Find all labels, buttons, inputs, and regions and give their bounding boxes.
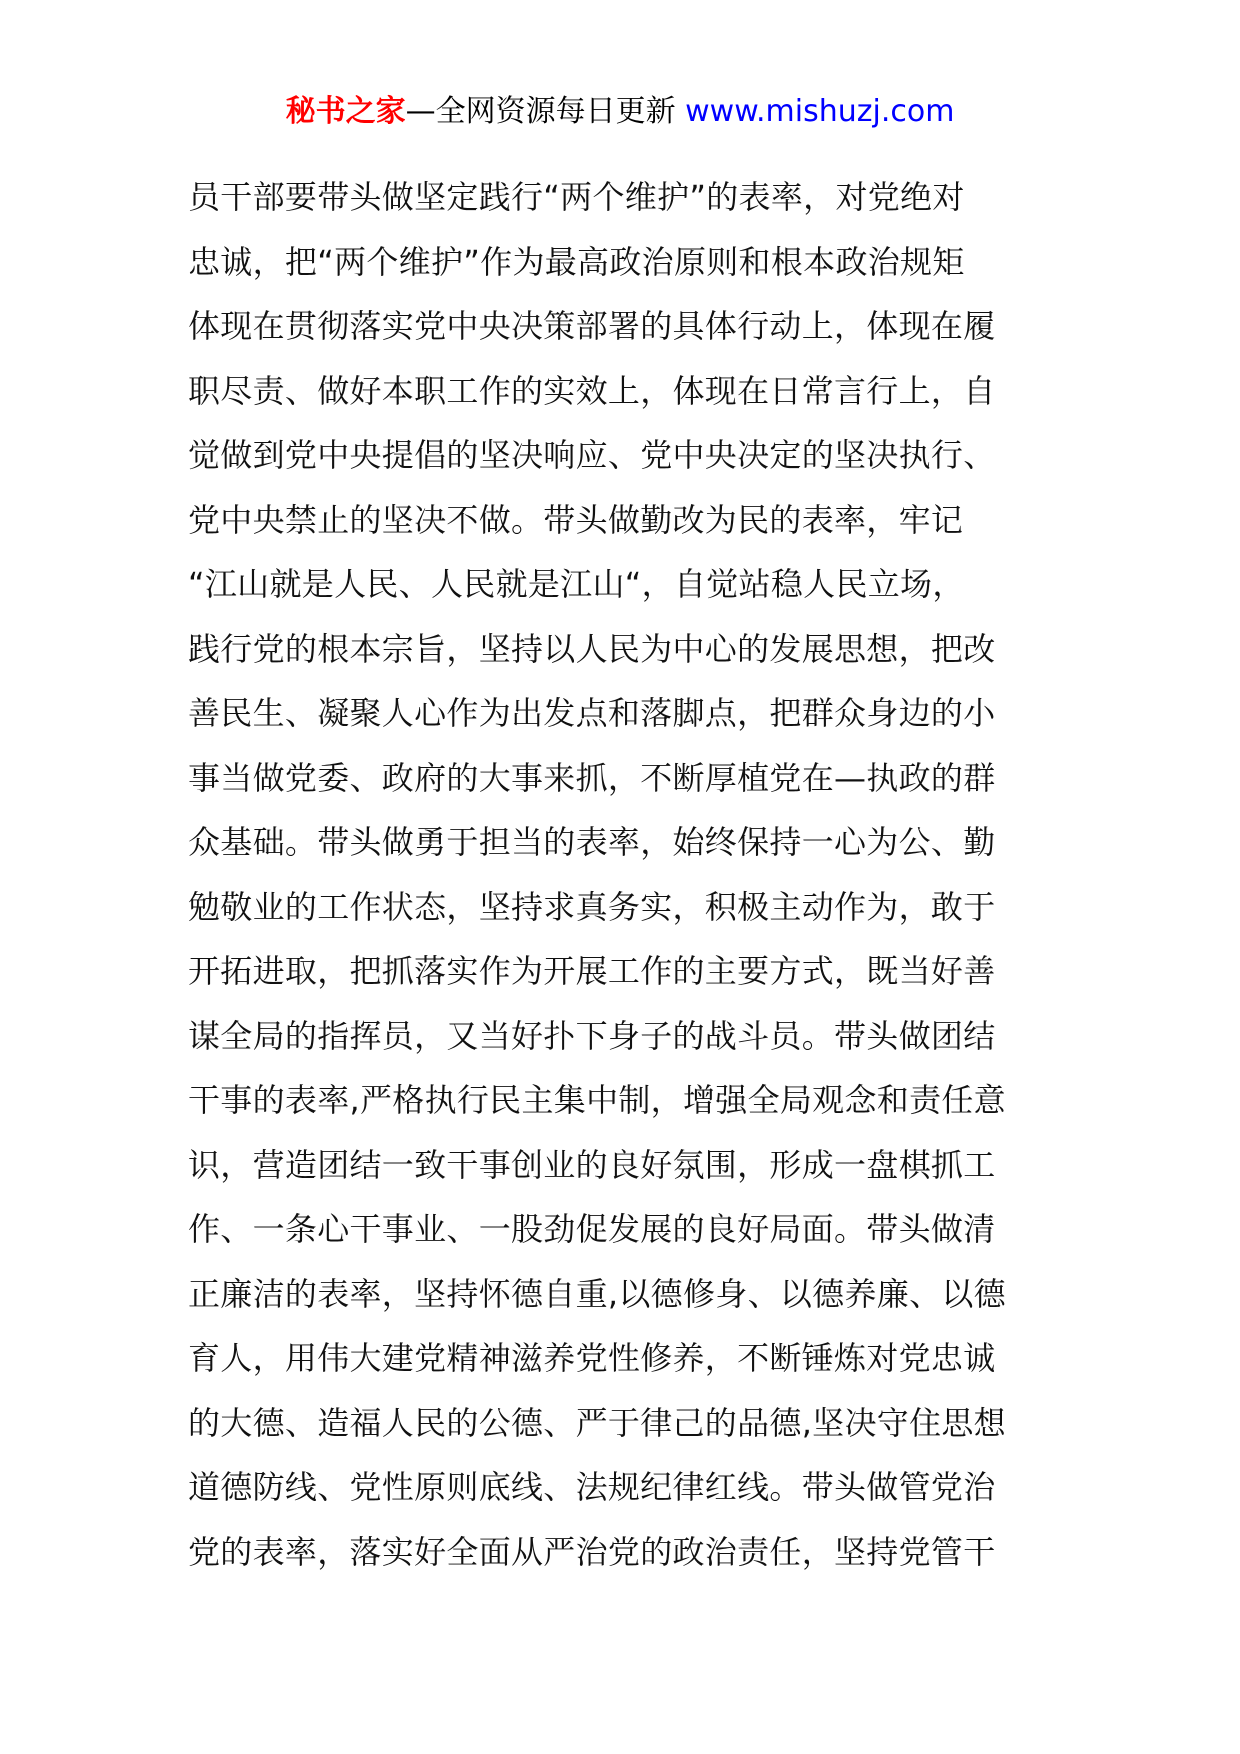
- text-line: 谋全局的指挥员，又当好扑下身子的战斗员。带头做团结: [188, 1016, 996, 1055]
- text-line: 觉做到党中央提倡的坚决响应、党中央决定的坚决执行、: [188, 436, 996, 474]
- text-line: 育人，用伟大建党精神滋养党性修养，不断锤炼对党忠诚: [188, 1339, 996, 1377]
- text-line: 的大德、造福人民的公德、严于律己的品德,坚决守住思想: [188, 1403, 1006, 1442]
- document-body: [188, 165, 1068, 1584]
- text-line: 开拓进取，把抓落实作为开展工作的主要方式，既当好善: [188, 952, 996, 990]
- site-header: [0, 92, 1240, 132]
- text-line: 道德防线、党性原则底线、法规纪律红线。带头做管党治: [188, 1468, 996, 1506]
- text-line: 众基础。带头做勇于担当的表率，始终保持一心为公、勤: [188, 823, 996, 861]
- text-line: 识，营造团结一致干事创业的良好氛围，形成一盘棋抓工: [188, 1145, 996, 1184]
- text-line: 作、一条心干事业、一股劲促发展的良好局面。带头做清: [188, 1210, 996, 1248]
- text-line: 体现在贯彻落实党中央决策部署的具体行动上，体现在履: [188, 307, 996, 345]
- brand-name: 秘书之家: [285, 94, 406, 129]
- text-line: 员干部要带头做坚定践行“两个维护”的表率，对党绝对: [188, 178, 965, 216]
- header-tagline: —全网资源每日更新: [405, 94, 686, 129]
- text-line: 践行党的根本宗旨，坚持以人民为中心的发展思想，把改: [188, 629, 996, 668]
- text-line: 事当做党委、政府的大事来抓，不断厚植党在—执政的群: [188, 758, 996, 797]
- site-url[interactable]: www.mishuzj.com: [685, 94, 955, 129]
- text-line: “江山就是人民、人民就是江山“，自觉站稳人民立场，: [188, 565, 965, 603]
- text-line: 党的表率，落实好全面从严治党的政治责任，坚持党管干: [188, 1532, 996, 1571]
- text-line: 善民生、凝聚人心作为出发点和落脚点，把群众身边的小: [188, 694, 996, 732]
- text-line: 党中央禁止的坚决不做。带头做勤改为民的表率，牢记: [188, 500, 964, 539]
- text-line: 正廉洁的表率，坚持怀德自重,以德修身、以德养廉、以德: [188, 1274, 1006, 1313]
- text-line: 干事的表率,严格执行民主集中制，增强全局观念和责任意: [188, 1081, 1006, 1119]
- text-line: 勉敬业的工作状态，坚持求真务实，积极主动作为，敢于: [188, 887, 996, 926]
- text-line: 职尽责、做好本职工作的实效上，体现在日常言行上，自: [188, 371, 996, 410]
- text-line: 忠诚，把“两个维护”作为最高政治原则和根本政治规矩: [188, 242, 965, 281]
